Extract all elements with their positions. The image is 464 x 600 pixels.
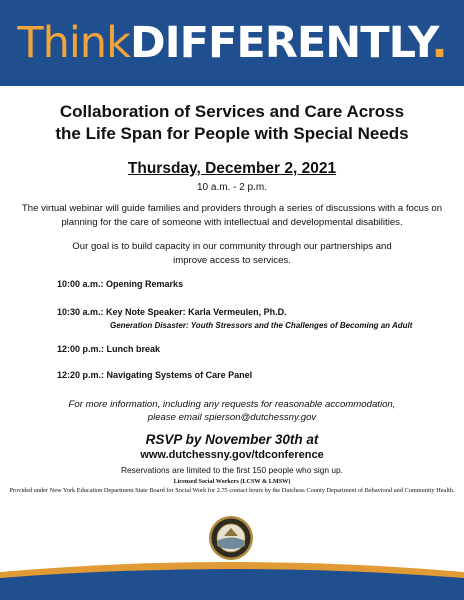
agenda-item xyxy=(57,370,252,380)
credits-heading: Licensed Social Workers (LCSW & LMSW) xyxy=(173,478,291,485)
rsvp-link[interactable]: www.dutchessny.gov/tdconference xyxy=(140,449,324,461)
keynote-subtitle: Generation Disaster: Youth Stressors and the Challenges of Becoming an Adult xyxy=(110,321,413,330)
brand-differently: DIFFERENTLY xyxy=(129,17,432,68)
footer-wave xyxy=(0,556,464,600)
agenda-time: 12:00 p.m.: xyxy=(57,344,105,354)
agenda-item xyxy=(57,344,160,354)
agenda-item xyxy=(57,279,183,289)
rsvp-heading: RSVP by November 30th at xyxy=(145,432,319,447)
event-goal: Our goal is to build capacity in our community through our partnerships and improve access to services. xyxy=(72,241,392,266)
brand-dot: . xyxy=(431,17,447,68)
agenda-time: 10:00 a.m.: xyxy=(57,279,104,289)
agenda-label: Opening Remarks xyxy=(106,279,184,289)
contact-info xyxy=(40,398,424,424)
header-banner xyxy=(0,0,464,86)
reservation-limit: Reservations are limited to the first 150 people who sign up. xyxy=(120,465,344,475)
event-intro: The virtual webinar will guide families and providers through a series of discussions with a focus on planning for the care of someone with intellectual and developmental disabilities. xyxy=(21,203,443,228)
contact-email[interactable]: please email spierson@dutchessny.gov xyxy=(147,412,317,423)
brand-title xyxy=(17,17,447,68)
agenda-label: Lunch break xyxy=(106,344,161,354)
event-date: Thursday, December 2, 2021 xyxy=(127,160,337,177)
county-seal-icon xyxy=(208,515,254,561)
event-title-line-2: the Life Span for People with Special Needs xyxy=(55,124,409,143)
agenda-label: Navigating Systems of Care Panel xyxy=(106,370,253,380)
agenda-time: 12:20 p.m.: xyxy=(57,370,105,380)
event-title-line-1: Collaboration of Services and Care Across xyxy=(59,102,405,121)
agenda-label: Key Note Speaker: Karla Vermeulen, Ph.D. xyxy=(106,307,287,317)
contact-info-line-1: For more information, including any requests for reasonable accommodation, xyxy=(68,399,396,410)
event-title xyxy=(10,101,454,145)
agenda-item xyxy=(57,307,287,317)
event-time: 10 a.m. - 2 p.m. xyxy=(196,182,268,193)
brand-think: Think xyxy=(17,17,130,68)
agenda-time: 10:30 a.m.: xyxy=(57,307,104,317)
credits-text: Provided under New York Education Department State Board for Social Work for 2.75 contact hours by the Dutchess County Department of Behavioral and Community Health. xyxy=(9,487,455,494)
